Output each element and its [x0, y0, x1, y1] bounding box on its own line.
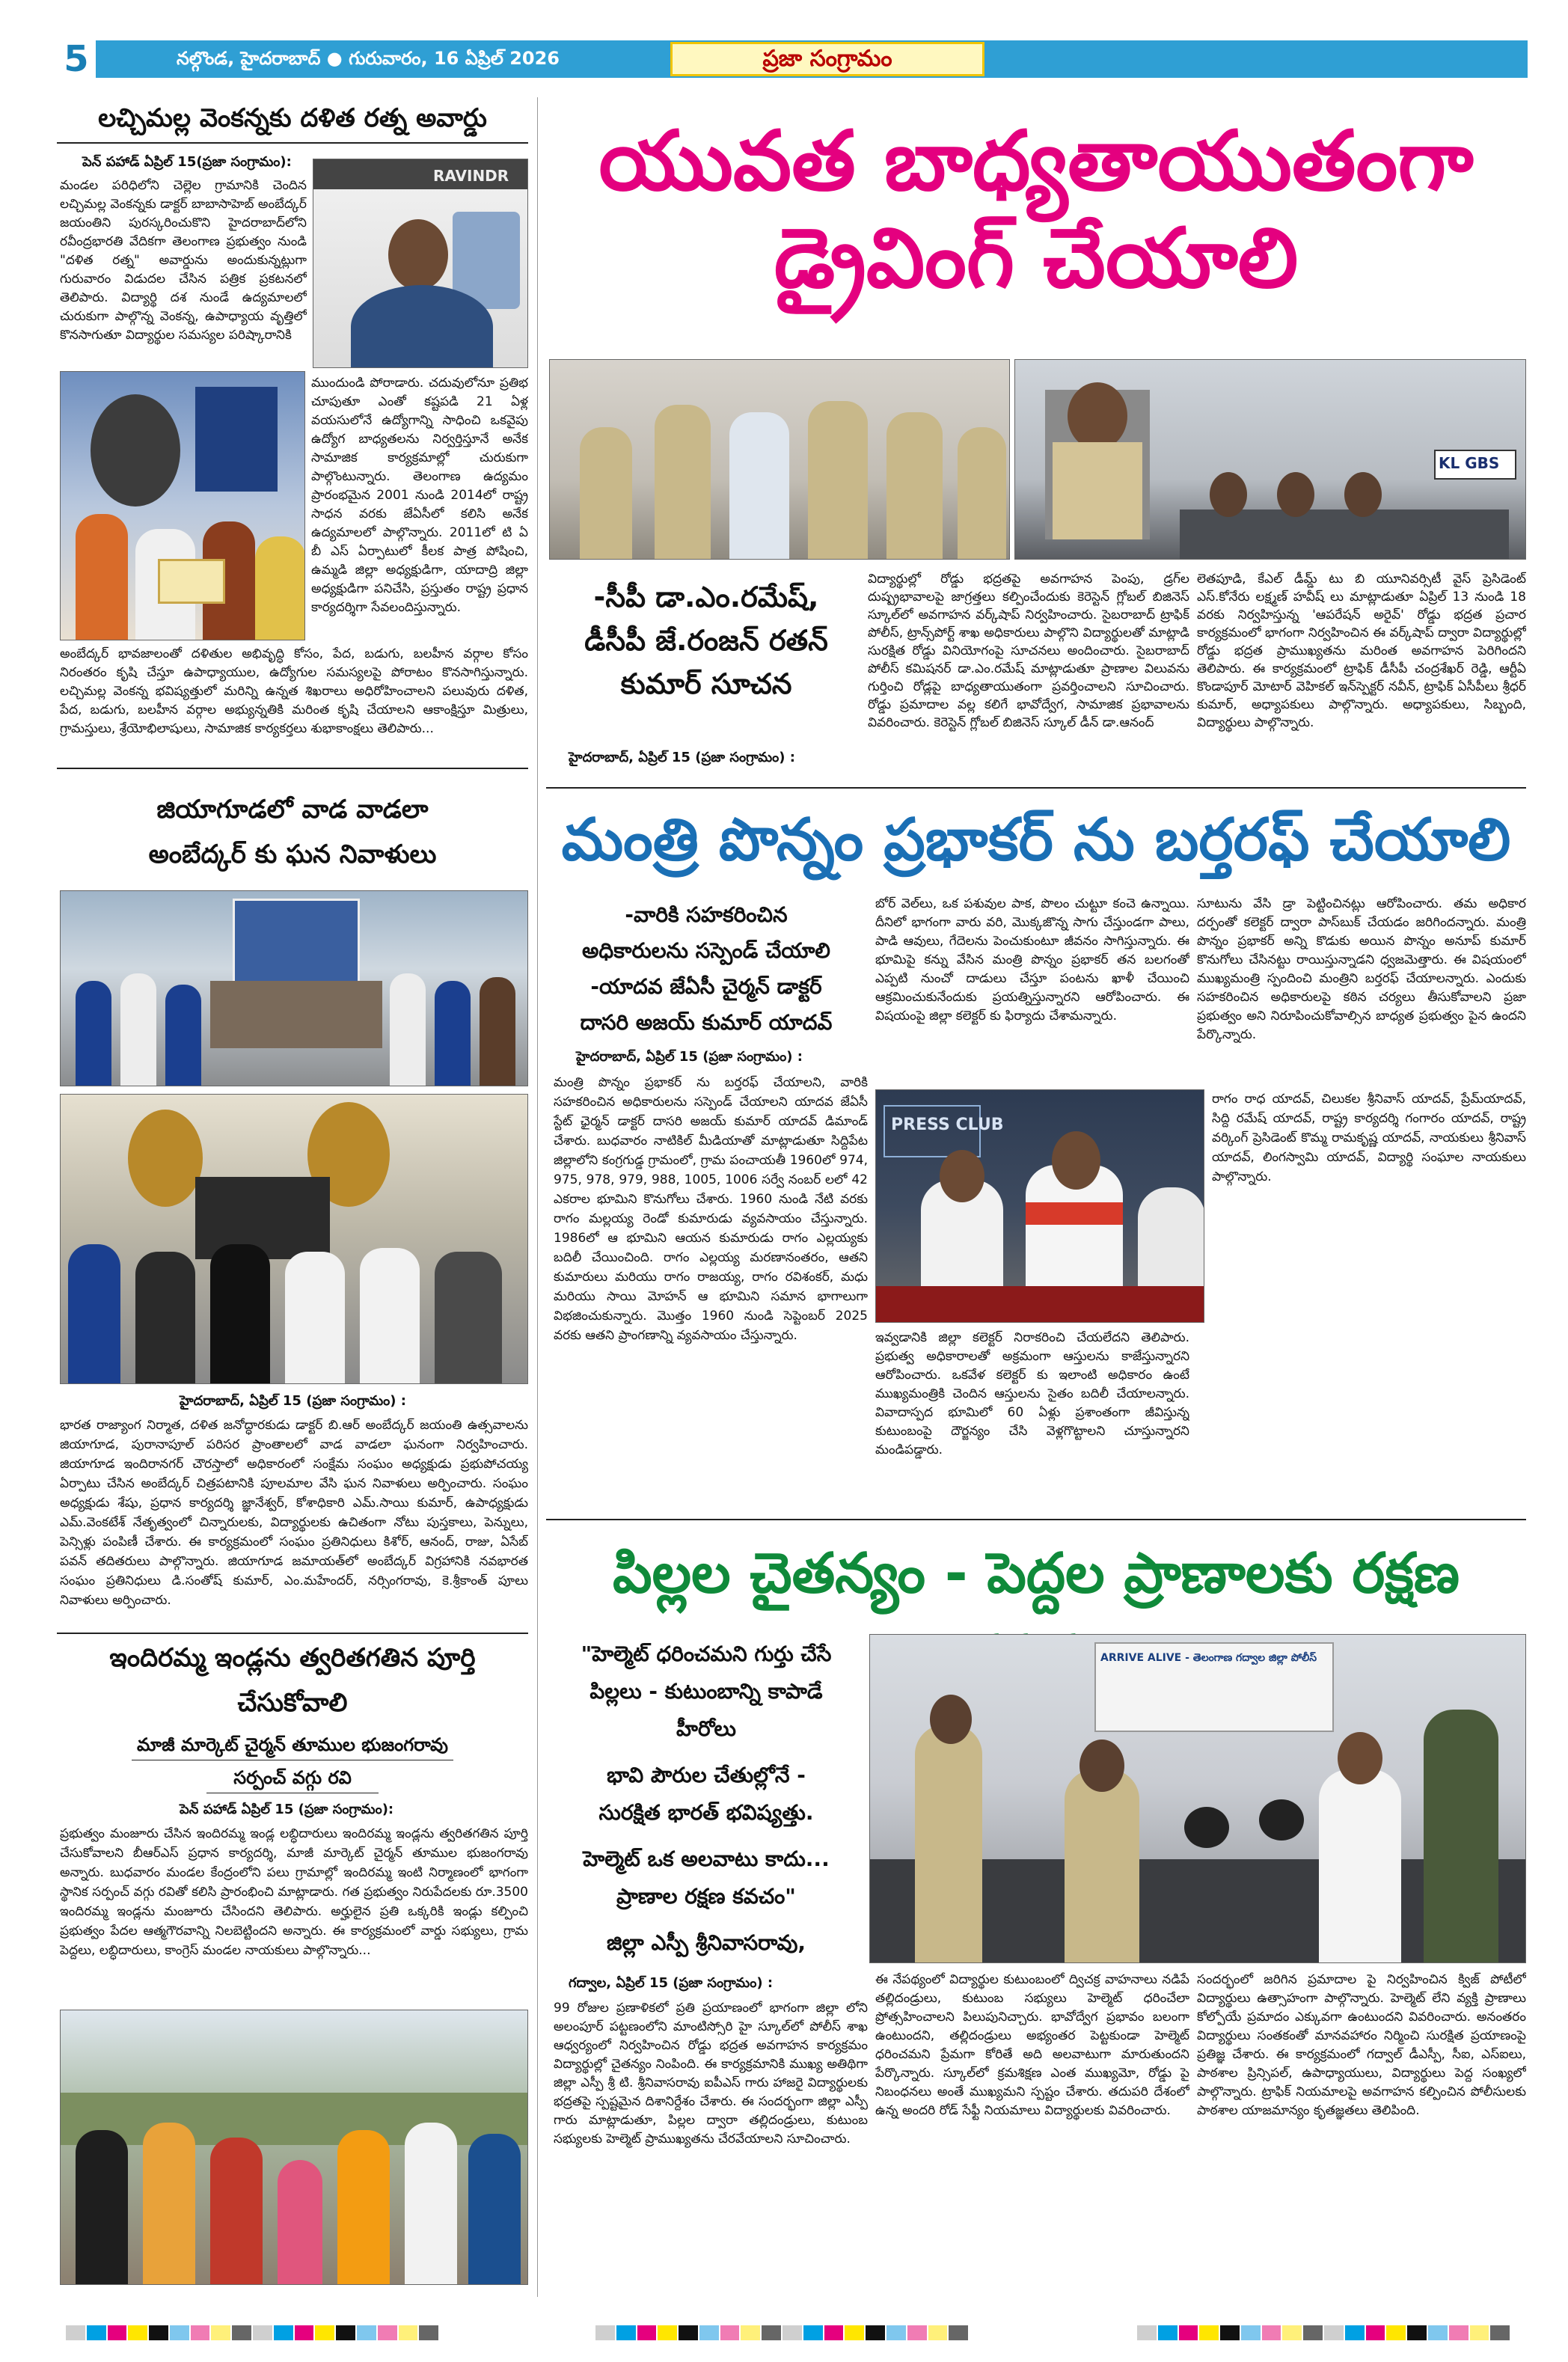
- color-swatch: [1199, 2325, 1219, 2340]
- color-swatch: [336, 2325, 355, 2340]
- color-swatch: [658, 2325, 677, 2340]
- driving-photo-pledge: [549, 359, 1010, 560]
- minister-subhead-2: అధికారులను సస్పెండ్ చేయాలి: [582, 938, 830, 963]
- color-swatch: [845, 2325, 864, 2340]
- color-swatch: [1428, 2325, 1448, 2340]
- color-swatch: [907, 2325, 927, 2340]
- ambedkar-headline-2: అంబేద్కర్ కు ఘన నివాళులు: [148, 839, 437, 869]
- minister-body-2: బోర్ వెల్‌లు, ఒక పశువుల పాక, పొలం చుట్టూ కంచె ఉన్నాయి. దీనిలో భాగంగా వారు వరి, మొక్కజొన్న సాగు చేస్తుండగా పాలు, పాడి ఆవులు, గేదెలను పెంచుకుంటూ జీవనం సాగిస్తున్నారు. ఈ భూమిపై కన్ను వేసిన మంత్రి పొన్నం ప్రభాకర్ తన బలగంతో ఎప్పటి నుంచో దాడులు చేస్తూ పంటను ఖాళీ చేయించి ఆక్రమించుకునేందుకు ప్రయత్నిస్తున్నారని ఆరోపించారు. ఈ విషయంపై జిల్లా కలెక్టర్ కు ఫిర్యాదు చేశామన్నారు.: [875, 896, 1189, 1024]
- indiramma-headline-1: ఇందిరమ్మ ఇండ్లను త్వరితగతిన పూర్తి: [109, 1643, 476, 1673]
- color-swatch: [399, 2325, 418, 2340]
- minister-photo-press: [875, 1089, 1204, 1323]
- driving-subhead-1: -సీపీ డా.ఎం.రమేష్,: [593, 581, 819, 614]
- page-header: [57, 40, 1528, 78]
- indiramma-body: ప్రభుత్వం మంజూరు చేసిన ఇందిరమ్మ ఇండ్ల లబ్ధిదారులు ఇందిరమ్మ ఇండ్లను త్వరితగతిన పూర్తి చేసుకోవాలని బీఆర్ఎస్ ప్రధాన కార్యదర్శి, మాజీ మార్కెట్ చైర్మన్ తూముల భుజంగరావు అన్నారు. బుధవారం మండల కేంద్రంలోని పలు గ్రామాల్లో ఇందిరమ్మ ఇంటి నిర్మాణంలో భాగంగా స్థానిక సర్పంచ్ వగ్గు రవితో కలిసి ప్రారంభించి మాట్లాడారు. గత ప్రభుత్వం నిరుపేదలకు రూ.3500 ఇందిరమ్మ ఇండ్లను మంజూరు చేసిందని తెలిపారు. అర్హులైన ప్రతి ఒక్కరికి ఇండ్లు కల్పించి ప్రభుత్వం పేదల ఆత్మగౌరవాన్ని నిలబెట్టిందని అన్నారు. ఈ కార్యక్రమంలో వార్డు సభ్యులు, గ్రామ పెద్దలు, లబ్ధిదారులు, కాంగ్రెస్ మండల నాయకులు పాల్గొన్నారు...: [60, 1826, 528, 1958]
- event-banner: ARRIVE ALIVE - తెలంగాణ గద్వాల జిల్లా పోలీస్: [1100, 1652, 1317, 1664]
- color-swatch: [1470, 2325, 1489, 2340]
- color-swatch: [1366, 2325, 1385, 2340]
- minister-dateline: హైదరాబాద్, ఏప్రిల్ 15 (ప్రజా సంగ్రామం) :: [576, 1049, 803, 1065]
- ambedkar-dateline: హైదరాబాద్, ఏప్రిల్ 15 (ప్రజా సంగ్రామం) :: [180, 1393, 406, 1409]
- color-swatch: [357, 2325, 376, 2340]
- footer-color-bar-right: [1137, 2325, 1511, 2340]
- indiramma-subhead-2: సర్పంచ్ వగ్గు రవి: [233, 1767, 352, 1788]
- color-swatch: [1303, 2325, 1323, 2340]
- award-photo-portrait: RAVINDR: [313, 159, 528, 368]
- color-swatch: [1241, 2325, 1261, 2340]
- helmet-quote-5: సురక్షిత భారత్ భవిష్యత్తు.: [598, 1800, 814, 1825]
- press-banner: PRESS CLUB: [891, 1116, 1004, 1134]
- minister-subhead-4: దాసరి అజయ్ కుమార్ యాదవ్: [580, 1010, 833, 1035]
- color-swatch: [928, 2325, 948, 2340]
- color-swatch: [949, 2325, 968, 2340]
- color-swatch: [170, 2325, 189, 2340]
- minister-subhead-3: -యాదవ జేఏసీ చైర్మన్ డాక్టర్: [590, 974, 822, 999]
- color-swatch: [679, 2325, 698, 2340]
- award-headline: లచ్చిమల్ల వెంకన్నకు దళిత రత్న అవార్డు: [98, 103, 487, 133]
- helmet-quote-4: భావి పౌరుల చేతుల్లోనే -: [607, 1763, 806, 1787]
- masthead-logo: [670, 42, 984, 76]
- helmet-photo-event: [869, 1634, 1526, 1963]
- color-swatch: [720, 2325, 740, 2340]
- indiramma-dateline: పెన్ పహాడ్ ఏప్రిల్ 15 (ప్రజా సంగ్రామం):: [180, 1802, 394, 1817]
- driving-headline-1: యువత బాధ్యతాయుతంగా: [598, 113, 1474, 209]
- color-swatch: [232, 2325, 251, 2340]
- color-swatch: [699, 2325, 719, 2340]
- award-body-top: మండల పరిధిలోని చెల్లెల గ్రామానికి చెందిన లచ్చిమల్ల వెంకన్నకు డాక్టర్ బాబాసాహెబ్ అంబేద్కర్ జయంతిని పురస్కరించుకొని హైదరాబాద్‌లోని రవీంద్రభారతి వేదికగా తెలంగాణ ప్రభుత్వం నుండి "దళిత రత్న" అవార్డును అందుకున్నట్లుగా గురువారం విడుదల చేసిన పత్రిక ప్రకటనలో తెలిపారు. విద్యార్థి దశ నుండే ఉద్యమాలలో చురుకుగా పాల్గొన్న వెంకన్న, ఉపాధ్యాయ వృత్తిలో కొనసాగుతూ విద్యార్థుల సమస్యల పరిష్కారానికి: [60, 178, 307, 343]
- ambedkar-photo-1: [60, 890, 528, 1086]
- helmet-quote-2: పిల్లలు - కుటుంబాన్ని కాపాడే: [589, 1679, 823, 1704]
- ambedkar-body: భారత రాజ్యాంగ నిర్మాత, దళిత జనోద్ధారకుడు డాక్టర్ బి.ఆర్ అంబేద్కర్ జయంతి ఉత్సవాలను జియాగూడ, పురానాపూల్ పరిసర ప్రాంతాలలో వాడ వాడలా ఘనంగా నిర్వహించారు. జియాగూడ ఇందిరానగర్ చౌరస్తాలో అధికారంలో సంక్షేమ సంఘం అధ్యక్షుడు ప్రభుపోచయ్య ఏర్పాటు చేసిన అంబేద్కర్ చిత్రపటానికి పూలమాల వేసి ఘన నివాళులు అర్పించారు. సంఘం అధ్యక్షుడు శేషు, ప్రధాన కార్యదర్శి జ్ఞానేశ్వర్, కోశాధికారి ఎమ్.సాయి కుమార్, ఉపాధ్యక్షుడు ఎమ్.వెంకటేశ్ నేతృత్వంలో చిన్నారులకు, విద్యార్థులకు ఉచితంగా నోటు పుస్తకాలు, పెన్నులు, పెన్సిళ్లు పంపిణీ చేశారు. ఈ కార్యక్రమంలో సంఘం ప్రతినిధులు కిశోర్, ఆనంద్, రాజు, ఏసేబ్ పవన్ తదితరులు పాల్గొన్నారు. జియాగూడ జమాయత్‌లో అంబేద్కర్ విగ్రహానికి నవభారత సంఘం ప్రతినిధులు డి.సంతోష్ కుమార్, ఎం.మహేందర్, నర్సింగరావు, కె.శ్రీకాంత్ పూలు నివాళులు అర్పించారు.: [60, 1418, 528, 1608]
- helmet-body-1: 99 రోజుల ప్రణాళికలో ప్రతి ప్రయాణంలో భాగంగా జిల్లా లోని అలంపూర్ పట్టణంలోని మాంటిస్సోరి హై స్కూల్‌లో పోలీస్ శాఖ ఆధ్వర్యంలో నిర్వహించిన రోడ్డు భద్రత అవగాహన కార్యక్రమం విద్యార్థుల్లో చైతన్యం నింపింది. ఈ కార్యక్రమానికి ముఖ్య అతిథిగా జిల్లా ఎస్పీ శ్రీ టి. శ్రీనివాసరావు ఐపీఎస్ గారు హాజరై విద్యార్థులకు భద్రతపై స్పష్టమైన దిశానిర్దేశం చేశారు. ఈ సందర్భంగా జిల్లా ఎస్పీ గారు మాట్లాడుతూ, పిల్లల ద్వారా తల్లిదండ్రులు, కుటుంబ సభ్యులకు హెల్మెట్ ప్రాముఖ్యతను చేరవేయాలని సూచించారు.: [554, 2001, 868, 2147]
- color-swatch: [1282, 2325, 1302, 2340]
- award-body-bottom: అంబేద్కర్ భావజాలంతో దళితుల అభివృద్ధి కోసం, పేద, బడుగు, బలహీన వర్గాల కోసం నిరంతరం కృషి చేస్తూ ఉపాధ్యాయుల, ఉద్యోగుల సమస్యలపై పోరాటం కొనసాగిస్తున్నారు. లచ్చిమల్ల వెంకన్న భవిష్యత్తులో మరిన్ని ఉన్నత శిఖరాలు అధిరోహించాలని పలువురు దళిత, పేద, బడుగు, బలహీన వర్గాల అభ్యున్నతికి మరింత కృషి చేయాలని ఆకాంక్షిస్తూ మిత్రులు, గ్రామస్తులు, శ్రేయోభిలాషులు, సామాజిక కార్యకర్తలు శుభాకాంక్షలు తెలిపారు...: [60, 646, 528, 736]
- color-swatch: [1490, 2325, 1510, 2340]
- color-swatch: [1179, 2325, 1198, 2340]
- indiramma-photo: [60, 2010, 528, 2285]
- driving-headline-2: డ్రైవింగ్ చేయాలి: [774, 210, 1299, 306]
- color-swatch: [1262, 2325, 1281, 2340]
- color-swatch: [886, 2325, 906, 2340]
- color-swatch: [274, 2325, 293, 2340]
- paper-name: ప్రజా సంగ్రామం: [762, 46, 892, 72]
- footer-color-bar-left: [66, 2325, 440, 2340]
- color-swatch: [866, 2325, 885, 2340]
- helmet-quote-1: "హెల్మెట్ ధరించమని గుర్తు చేసే: [581, 1642, 832, 1666]
- minister-subhead-1: -వారికి సహకరించిన: [625, 902, 788, 927]
- color-swatch: [1407, 2325, 1427, 2340]
- minister-body-4: ఇవ్వడానికి జిల్లా కలెక్టర్ నిరాకరించి చేయలేదని తెలిపారు. ప్రభుత్వ అధికారాలతో అక్రమంగా ఆస్తులను కాజేస్తున్నారని ఆరోపించారు. ఒకవేళ కలెక్టర్ కు ఇలాంటి అధికారం ఉంటే ముఖ్యమంత్రికి చెందిన ఆస్తులను సైతం బదిలీ చేయాలన్నారు. వివాదాస్పద భూమిలో 60 ఏళ్లు ప్రశాంతంగా జీవిస్తున్న కుటుంబంపై దౌర్జన్యం చేసి వెళ్లగొట్టాలని చూస్తున్నారని మండిపడ్డారు.: [875, 1330, 1189, 1457]
- color-swatch: [378, 2325, 397, 2340]
- color-swatch: [253, 2325, 272, 2340]
- helmet-dateline: గద్వాల, ఏప్రిల్ 15 (ప్రజా సంగ్రామం) :: [569, 1975, 774, 1991]
- color-swatch: [128, 2325, 147, 2340]
- footer-color-bar-center: [595, 2325, 970, 2340]
- color-swatch: [211, 2325, 230, 2340]
- page-number: 5: [57, 37, 96, 81]
- driving-subhead-3: కుమార్ సూచన: [620, 667, 792, 700]
- helmet-headline: పిల్లల చైతన్యం - పెద్దల ప్రాణాలకు రక్షణ: [613, 1541, 1460, 1606]
- header-dateline: నల్గొండ, హైదరాబాద్ ● గురువారం, 16 ఏప్రిల్ 2026: [177, 48, 560, 69]
- driving-body-2: లెతపూడి, కేఎల్ డీమ్డ్ టు బి యూనివర్సిటీ వైస్ ప్రెసిడెంట్ ఎస్.కోనేరు లక్ష్మణ్ హవీష్ లు మాట్లాడుతూ ఏప్రిల్ 13 నుండి 18 వరకు నిర్వహిస్తున్న 'ఆపరేషన్ అరైవ్' రోడ్డు భద్రత ప్రచార కార్యక్రమంలో భాగంగా నిర్వహించిన ఈ వర్క్‌షాప్ ద్వారా విద్యార్థుల్లో రోడ్డు భద్రత ప్రాముఖ్యతను మరింత అవగాహన పెరిగిందని తెలిపారు. ఈ కార్యక్రమంలో ట్రాఫిక్ డీసీపీ చంద్రశేఖర్ రెడ్డి, ఆర్టీఏ కొండాపూర్ మోటార్ వెహికల్ ఇన్‌స్పెక్టర్ నవీన్, ట్రాఫిక్ ఏసీపీలు శ్రీధర్ కుమార్, అధ్యాపకులు పాల్గొన్నారు. అధ్యాపకులు, సిబ్బంది, విద్యార్థులు పాల్గొన్నారు.: [1197, 572, 1526, 730]
- helmet-quote-6: హెల్మెట్ ఒక అలవాటు కాదు...: [583, 1847, 830, 1871]
- helmet-quote-attribution: జిల్లా ఎస్పీ శ్రీనివాసరావు,: [606, 1930, 806, 1955]
- color-swatch: [1345, 2325, 1365, 2340]
- stage-sign: KL GBS: [1439, 454, 1500, 472]
- color-swatch: [803, 2325, 823, 2340]
- color-swatch: [824, 2325, 844, 2340]
- color-swatch: [87, 2325, 106, 2340]
- indiramma-subhead-1: మాజీ మార్కెట్ చైర్మన్ తూముల భుజంగరావు: [137, 1734, 448, 1755]
- driving-subhead-2: డీసీపీ జే.రంజన్ రతన్: [584, 624, 828, 657]
- color-swatch: [191, 2325, 210, 2340]
- color-swatch: [1449, 2325, 1469, 2340]
- helmet-body-2: ఈ నేపథ్యంలో విద్యార్థుల కుటుంబంలో ద్విచక్ర వాహనాలు నడిపే తల్లిదండ్రులు, కుటుంబ సభ్యులు హెల్మెట్ ధరించేలా ప్రోత్సహించాలని పిలుపునిచ్చారు. భావోద్వేగ ప్రభావం బలంగా ఉంటుందని, తల్లిదండ్రులు అభ్యంతర పెట్టకుండా హెల్మెట్ ధరించమని ప్రేమగా కోరితే అది అలవాటుగా మారుతుందని పేర్కొన్నారు. స్కూల్‌లో క్రమశిక్షణ ఎంత ముఖ్యమో, రోడ్డు పై నిబంధనలు అంతే ముఖ్యమని స్పష్టం చేశారు. తదుపరి దేశంలో ఉన్న అందరి రోడ్ సేఫ్టీ నియమాలు విద్యార్థులకు వివరించారు.: [875, 1972, 1189, 2118]
- minister-headline: మంత్రి పొన్నం ప్రభాకర్ ను బర్తరఫ్ చేయాలి: [561, 807, 1511, 874]
- award-photo-group: [60, 371, 305, 640]
- helmet-quote-3: హీరోలు: [676, 1716, 736, 1741]
- minister-body-1: మంత్రి పొన్నం ప్రభాకర్ ను బర్తరఫ్ చేయాలని, వారికి సహకరించిన అధికారులను సస్పెండ్ చేయాలని యాదవ జేఏసీ స్టేట్ ఛైర్మన్ డాక్టర్ దాసరి అజయ్ కుమార్ యాదవ్ డిమాండ్ చేశారు. బుధవారం నాటికిల్ మీడియాతో మాట్లాడుతూ సిద్దిపేట జిల్లాలోని కంగ్రగుడ్డ గ్రామంలో, గ్రామ పంచాయతీ 1960లో 974, 975, 978, 979, 988, 1005, 1006 సర్వే నంబర్ లలో 42 ఎకరాల భూమిని కొనుగోలు చేశారు. 1960 నుండి నేటి వరకు రాగం మల్లయ్య రెండో కుమారుడు వ్యవసాయం చేస్తున్నారు. 1986లో ఆ భూమిని ఆయన కుమారుడు రాగం ఎల్లయ్యకు బదిలీ చేయించింది. రాగం ఎల్లయ్య మరణానంతరం, ఆతని కుమారులు మరియు రాగం రాజయ్య, రాగం రవిశంకర్, మధు మరియు సాయి మోహన్ ఆ భూమిని సమాన భాగాలుగా విభజించుకున్నారు. మొత్తం 1960 నుండి సెప్టెంబర్ 2025 వరకు ఆతని ప్రాంగణాన్ని వ్యవసాయం చేస్తున్నారు.: [554, 1075, 868, 1343]
- color-swatch: [783, 2325, 802, 2340]
- color-swatch: [1137, 2325, 1157, 2340]
- ambedkar-photo-2: [60, 1094, 528, 1384]
- color-swatch: [295, 2325, 314, 2340]
- color-swatch: [419, 2325, 438, 2340]
- driving-photo-stage: [1014, 359, 1526, 560]
- minister-body-3: సూటును వేసి డ్రా పెట్టించినట్లు ఆరోపించారు. తమ అధికార దర్పంతో కలెక్టర్ ద్వారా పాస్‌బుక్ చేయడం జరిగిందన్నారు. మంత్రి పొన్నం ప్రభాకర్ అన్ని కొడుకు అయిన పొన్నం అనూప్ కుమార్ కొనుగోలు చేసినట్టు రాయిస్తున్నాడని ధ్వజమెత్తారు. ఈ విషయంలో ముఖ్యమంత్రి స్పందించి మంత్రిని బర్తరఫ్ చేయాలన్నారు. ఎందుకు సహకరించిన అధికారులపై కఠిన చర్యలు తీసుకోవాలని ప్రజా ప్రభుత్వం అని నిరూపించుకోవాల్సిన బాధ్యత ప్రభుత్వం పైన ఉందని పేర్కొన్నారు.: [1197, 896, 1526, 1042]
- color-swatch: [637, 2325, 657, 2340]
- color-swatch: [1386, 2325, 1406, 2340]
- color-swatch: [149, 2325, 168, 2340]
- driving-body-1: విద్యార్థుల్లో రోడ్డు భద్రతపై అవగాహన పెంపు, డ్రగ్‌ల దుష్ప్రభావాలపై జాగ్రత్తలు కల్పించేందుకు కెరెస్టెన్ గ్లోబల్ బిజినెస్ స్కూల్‌లో అవగాహన వర్క్‌షాప్ నిర్వహించారు. సైబరాబాద్ ట్రాఫిక్ పోలీస్, ట్రాన్స్‌పోర్ట్ శాఖ అధికారులు పాల్గొని విద్యార్థులతో మాట్లాడి సురక్షిత రోడ్డు వినియోగంపై సూచనలు అందించారు. సైబరాబాద్ పోలీస్ కమిషనర్ డా.ఎం.రమేష్ మాట్లాడుతూ ప్రాణాల విలువను గుర్తించి రోడ్లపై బాధ్యతాయుతంగా ప్రవర్తించాలని సూచించారు. రోడ్డు ప్రమాదాల వల్ల కలిగే భావోద్వేగ, సామాజిక ప్రభావాలను వివరించారు. కెరెస్టెన్ గ్లోబల్ బిజినెస్ స్కూల్ డీన్ డా.ఆనంద్: [868, 572, 1189, 730]
- award-dateline: పెన్ పహాడ్ ఏప్రిల్ 15(ప్రజా సంగ్రామం):: [82, 154, 292, 170]
- color-swatch: [108, 2325, 127, 2340]
- color-swatch: [616, 2325, 636, 2340]
- color-swatch: [595, 2325, 615, 2340]
- helmet-quote-7: ప్రాణాల రక్షణ కవచం": [616, 1884, 796, 1909]
- color-swatch: [741, 2325, 760, 2340]
- color-swatch: [1324, 2325, 1344, 2340]
- minister-body-5: రాగం రాధ యాదవ్, చిలుకల శ్రీనివాస్ యాదవ్, ప్రేమ్‌యాదవ్, సిద్ది రమేష్ యాదవ్, రాష్ట్ర కార్యదర్శి గంగారం యాదవ్, రాష్ట్ర వర్కింగ్ ప్రెసిడెంట్ కొమ్మ రామకృష్ణ యాదవ్, నాయకులు శ్రీనివాస్ యాదవ్, లింగస్వామి యాదవ్, విద్యార్థి సంఘాల నాయకులు పాల్గొన్నారు.: [1212, 1092, 1526, 1184]
- color-swatch: [1158, 2325, 1177, 2340]
- color-swatch: [315, 2325, 334, 2340]
- award-body-side: ముందుండి పోరాడారు. చదువులోనూ ప్రతిభ చూపుతూ ఎంతో కష్టపడి 21 ఏళ్ల వయసులోనే ఉద్యోగాన్ని సాధించి ఒకవైపు ఉద్యోగ బాధ్యతలను నిర్వర్తిస్తూనే అనేక సామాజిక కార్యక్రమాల్లో చురుకుగా పాల్గొంటున్నారు. తెలంగాణ ఉద్యమం ప్రారంభమైన 2001 నుండి 2014లో రాష్ట్ర సాధన వరకు జేఏసీలో కలిసి అనేక ఉద్యమాలలో పాల్గొన్నారు. 2011లో టి ఏ బీ ఎస్ ఏర్పాటులో కీలక పాత్ర పోషించి, ఉమ్మడి జిల్లా అధ్యక్షుడిగా, యాదాద్రి జిల్లా అధ్యక్షుడిగా పనిచేసి, ప్రస్తుతం రాష్ట్ర ప్రధాన కార్యదర్శిగా సేవలందిస్తున్నారు.: [311, 376, 528, 615]
- ambedkar-headline-1: జియాగూడలో వాడ వాడలా: [156, 795, 429, 824]
- color-swatch: [1220, 2325, 1240, 2340]
- driving-dateline: హైదరాబాద్, ఏప్రిల్ 15 (ప్రజా సంగ్రామం) :: [569, 750, 795, 765]
- helmet-body-3: సందర్భంలో జరిగిన ప్రమాదాల పై నిర్వహించిన క్విజ్ పోటీలో విద్యార్థులు ఉత్సాహంగా పాల్గొన్నారు. హెల్మెట్ లేని వ్యక్తి ప్రాణాలు కోల్పోయే ప్రమాదం ఎక్కువగా ఉంటుందని వివరించారు. అనంతరం విద్యార్థులు సంతకంతో మానవహారం నిర్మించి సురక్షిత ప్రయాణంపై ప్రతిజ్ఞ చేశారు. ఈ కార్యక్రమంలో గద్వాల్ డీఎస్పీ, సీఐ, ఎస్ఐలు, పాఠశాల ప్రిన్సిపల్, ఉపాధ్యాయులు, విద్యార్థులు పెద్ద సంఖ్యలో పాల్గొన్నారు. ట్రాఫిక్ నియమాలపై అవగాహన కల్పించిన పోలీసులకు పాఠశాల యాజమాన్యం కృతజ్ఞతలు తెలిపింది.: [1197, 1972, 1526, 2118]
- color-swatch: [66, 2325, 85, 2340]
- indiramma-headline-2: చేసుకోవాలి: [237, 1688, 348, 1718]
- color-swatch: [762, 2325, 781, 2340]
